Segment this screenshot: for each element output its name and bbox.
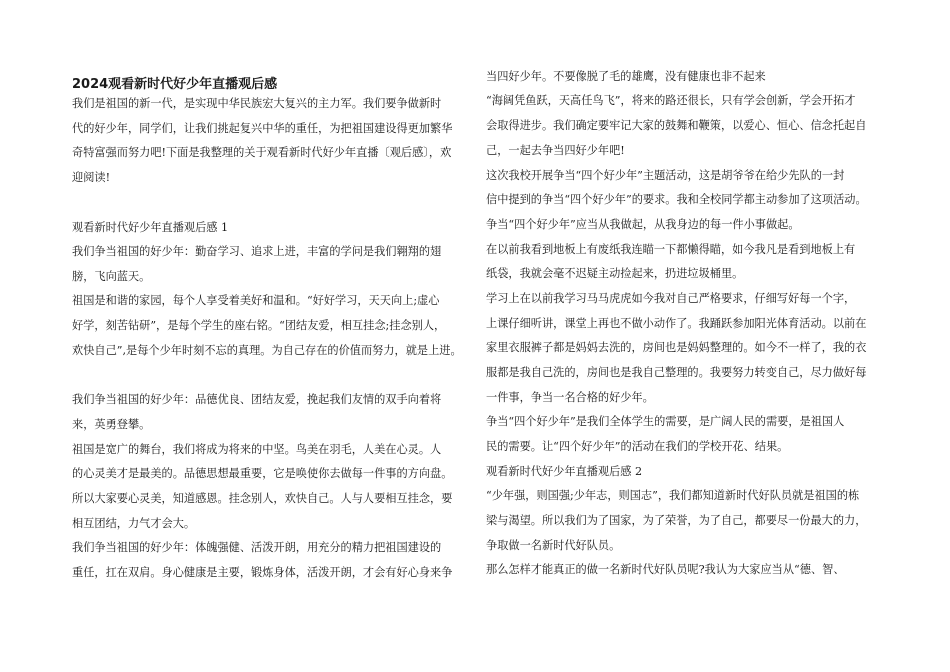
text-line: 一件事，争当一名合格的好少年。 xyxy=(486,391,654,404)
text-line: 家里衣服裤子都是妈妈去洗的，房间也是妈妈整理的。如今不一样了，我的衣 xyxy=(486,341,867,354)
text-line: 纸袋，我就会毫不迟疑主动捡起来，扔进垃圾桶里。 xyxy=(486,267,744,280)
text-line: 观看新时代好少年直播观后感 1 xyxy=(72,221,229,234)
text-line: 来，英勇登攀。 xyxy=(72,418,151,431)
text-line: 我们争当祖国的好少年：品德优良、团结友爱，挽起我们友情的双手向着将 xyxy=(72,393,442,406)
text-line: 欢快自己”,是每个少年时刻不忘的真理。为自己存在的价值而努力，就是上进。 xyxy=(72,344,462,357)
text-line: 我们是祖国的新一代，是实现中华民族宏大复兴的主力军。我们要争做新时 xyxy=(72,97,442,110)
text-line: 好学，刻苦钻研”，是每个学生的座右铭。“团结友爱，相互挂念;挂念别人， xyxy=(72,319,446,332)
text-line: 那么怎样才能真正的做一名新时代好队员呢?我认为大家应当从“德、智、 xyxy=(486,563,845,576)
text-line: 信中提到的争当“四个好少年”的要求。我和全校同学都主动参加了这项活动。 xyxy=(486,193,867,206)
text-line: 所以大家要心灵美，知道感恩。挂念别人，欢快自己。人与人要相互挂念，要 xyxy=(72,492,453,505)
text-line: 争当“四个好少年”应当从我做起，从我身边的每一件小事做起。 xyxy=(486,218,800,231)
text-line: 这次我校开展争当“四个好少年”主题活动，这是胡爷爷在给少先队的一封 xyxy=(486,169,845,182)
text-line: 在以前我看到地板上有废纸我连瞄一下都懒得瞄，如今我凡是看到地板上有 xyxy=(486,243,856,256)
text-line: 争当“四个好少年”是我们全体学生的需要，是广阔人民的需要，是祖国人 xyxy=(486,415,845,428)
text-line: 膀，飞向蓝天。 xyxy=(72,270,151,283)
text-line: 祖国是宽广的舞台，我们将成为将来的中坚。鸟美在羽毛，人美在心灵。人 xyxy=(72,443,442,456)
text-line: 民的需要。让“四个好少年”的活动在我们的学校开花、结果。 xyxy=(486,440,789,453)
text-line: 迎阅读! xyxy=(72,171,111,184)
text-line: 当四好少年。不要像脱了毛的雄鹰，没有健康也非不起来 xyxy=(486,70,766,83)
text-line: 服都是我自己洗的，房间也是我自己整理的。我要努力转变自己，尽力做好每 xyxy=(486,366,867,379)
text-line: 己，一起去争当四好少年吧! xyxy=(486,144,625,157)
text-line: 梁与渴望。所以我们为了国家，为了荣誉，为了自己，都要尽一份最大的力， xyxy=(486,514,867,527)
text-line: 重任，扛在双肩。身心健康是主要，锻炼身体，活泼开朗，才会有好心身来争 xyxy=(72,566,453,579)
text-line: 会取得进步。我们确定要牢记大家的鼓舞和鞭策，以爱心、恒心、信念托起自 xyxy=(486,119,867,132)
text-line: 学习上在以前我学习马马虎虎如今我对自己严格要求，仔细写好每一个字， xyxy=(486,292,856,305)
text-line: “海阔凭鱼跃，天高任鸟飞”，将来的路还很长，只有学会创新，学会开拓才 xyxy=(486,94,856,107)
text-line: 相互团结，力气才会大。 xyxy=(72,517,196,530)
text-line: 观看新时代好少年直播观后感 2 xyxy=(486,465,643,478)
document-title: 2024观看新时代好少年直播观后感 xyxy=(72,77,278,92)
text-line: 上课仔细听讲，课堂上再也不做小动作了。我踊跃参加阳光体育活动。以前在 xyxy=(486,317,867,330)
text-line: “少年强，则国强;少年志，则国志”，我们都知道新时代好队员就是祖国的栋 xyxy=(486,489,860,502)
text-line: 代的好少年，同学们，让我们挑起复兴中华的重任，为把祖国建设得更加繁华 xyxy=(72,122,453,135)
text-line: 祖国是和谐的家园，每个人享受着美好和温和。“好好学习，天天向上;虚心 xyxy=(72,294,440,307)
text-line: 的心灵美才是最美的。品德思想最重要，它是唤使你去做每一件事的方向盘。 xyxy=(72,467,453,480)
text-line: 奇特富强而努力吧!下面是我整理的关于观看新时代好少年直播〔观后感〕，欢 xyxy=(72,146,452,159)
text-line: 我们争当祖国的好少年：勤奋学习、追求上进，丰富的学问是我们翱翔的翅 xyxy=(72,245,442,258)
text-line: 我们争当祖国的好少年：体魄强健、活泼开朗，用充分的精力把祖国建设的 xyxy=(72,541,442,554)
text-line: 争取做一名新时代好队员。 xyxy=(486,539,621,552)
